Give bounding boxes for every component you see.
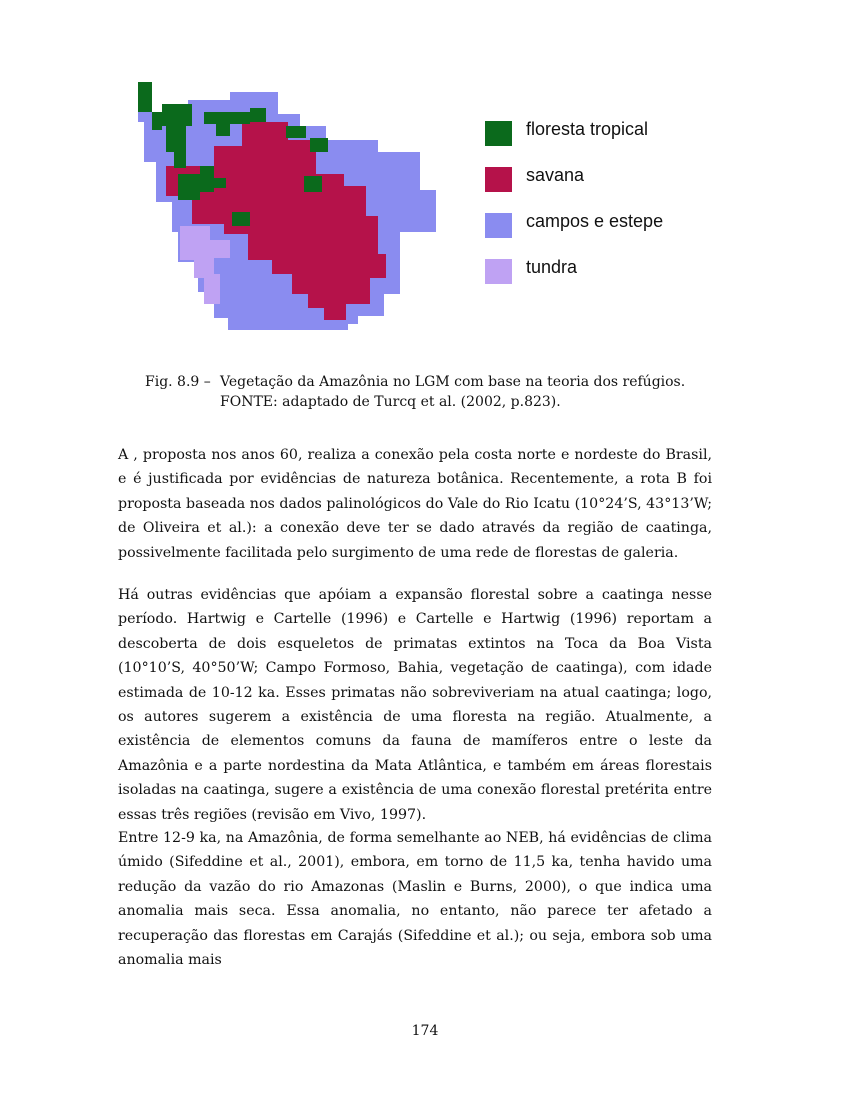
legend-item-tundra [485,256,735,302]
legend-label: savana [526,165,585,185]
legend-item-floresta [485,118,735,164]
caption-line-2: FONTE: adaptado de Turcq et al. (2002, p.823). [220,394,561,410]
legend-label: campos e estepe [526,211,664,231]
caption-number: Fig. 8.9 – [145,374,211,390]
legend-swatch [485,259,512,284]
legend-item-campos [485,210,735,256]
map-legend [485,118,735,302]
legend-swatch [485,167,512,192]
figure-caption [145,372,715,412]
vegetation-map [138,82,448,330]
legend-label: floresta tropical [526,119,649,139]
legend-swatch [485,121,512,146]
legend-swatch [485,213,512,238]
legend-item-savana [485,164,735,210]
caption-line-1: Vegetação da Amazônia no LGM com base na teoria dos refúgios. [220,374,686,390]
paragraph-3: Entre 12-9 ka, na Amazônia, de forma semelhante ao NEB, há evidências de clima úmido (Sifeddine et al., 2001), embora, em torno de 11,5 ka, tenha havido uma redução da vazão do rio Amazonas (Maslin e Burns, 2000), o que indica uma anomalia mais seca. Essa anomalia, no entanto, não parece ter afetado a recuperação das florestas em Carajás (Sifeddine et al.); ou seja, embora sob uma anomalia mais [118,830,712,969]
paragraph-1: A , proposta nos anos 60, realiza a conexão pela costa norte e nordeste do Brasil, e é justificada por evidências de natureza botânica. Recentemente, a rota B foi proposta baseada nos dados palinológicos do Vale do Rio Icatu (10°24’S, 43°13’W; de Oliveira et al.): a conexão deve ter se dado através da região de caatinga, possivelmente facilitada pelo surgimento de uma rede de florestas de galeria. [118,447,712,561]
legend-label: tundra [526,257,578,277]
paragraph-2: Há outras evidências que apóiam a expansão florestal sobre a caatinga nesse período. Hartwig e Cartelle (1996) e Cartelle e Hartwig (1996) reportam a descoberta de dois esqueletos de primatas extintos na Toca da Boa Vista (10°10’S, 40°50’W; Campo Formoso, Bahia, vegetação de caatinga), com idade estimada de 10-12 ka. Esses primatas não sobreviveriam na atual caatinga; logo, os autores sugerem a existência de uma floresta na região. Atualmente, a existência de elementos comuns da fauna de mamíferos entre o leste da Amazônia e a parte nordestina da Mata Atlântica, e também em áreas florestais isoladas na caatinga, sugere a existência de uma conexão florestal pretérita entre essas três regiões (revisão em Vivo, 1997). [118,587,712,823]
page-number: 174 [411,1023,439,1039]
